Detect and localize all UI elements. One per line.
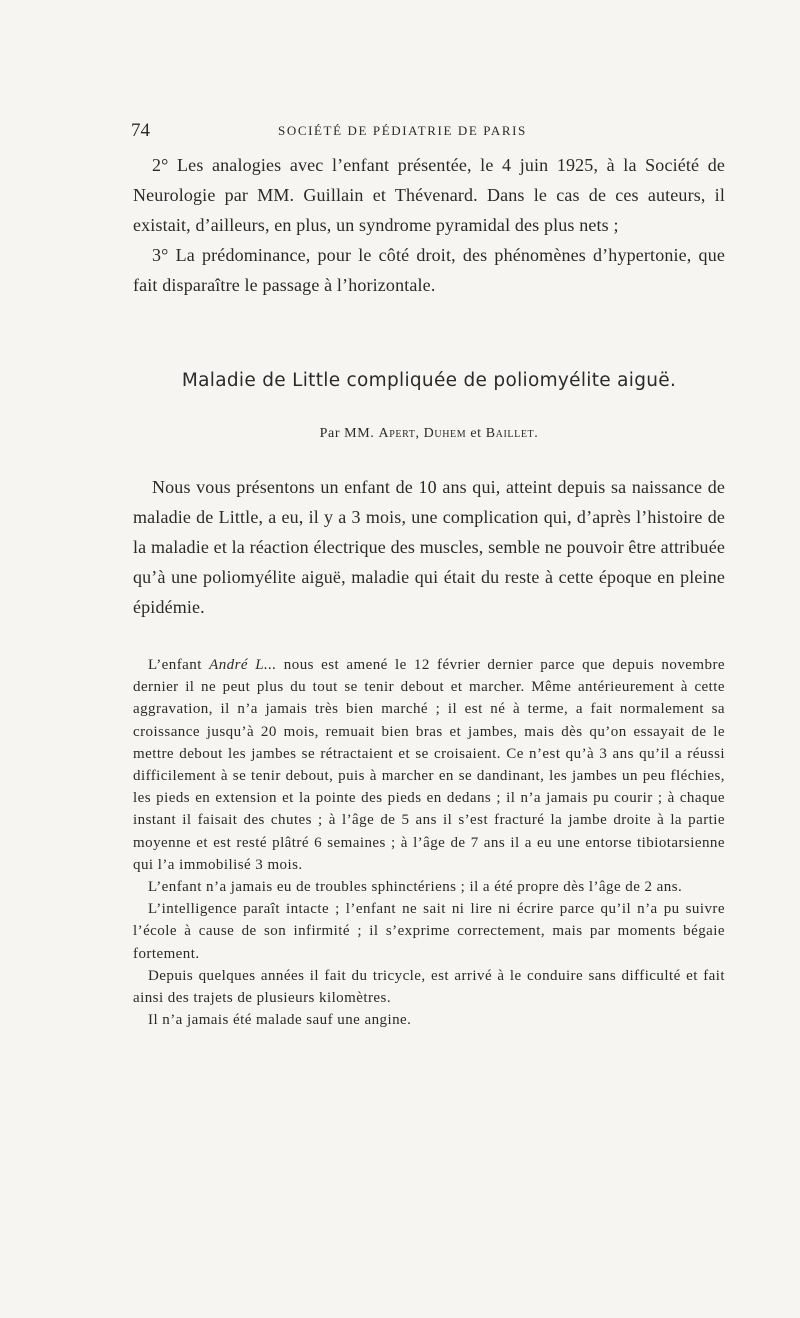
page-header [131,120,781,144]
author-apert: Apert [378,426,416,441]
case-paragraph-2: L’enfant n’a jamais eu de troubles sphinctériens ; il a été propre dès l’âge de 2 ans. [148,879,683,896]
intro-paragraph-1: 2° Les analogies avec l’enfant présentée, le 4 juin 1925, à la Société de Neurologie par MM. Guillain et Thévenard. Dans le cas de ces auteurs, il existait, d’ailleurs, en plus, un syndrome pyramidal des plus nets ; [133,155,725,235]
case-report [133,654,725,1031]
case-paragraph-3: L’intelligence paraît intacte ; l’enfant ne sait ni lire ni écrire parce qu’il n’a pu suivre l’école à cause de son infirmité ; il s’exprime correctement, mais par moments bégaie fortement. [133,901,725,962]
patient-name: André L... [209,657,277,673]
authors-separator: , [415,426,424,441]
lead-paragraph: Nous vous présentons un enfant de 10 ans qui, atteint depuis sa naissance de maladie de Little, a eu, il y a 3 mois, une complication qui, d’après l’histoire de la maladie et la réaction électrique des muscles, semble ne pouvoir être attribuée qu’à une poliomyélite aiguë, maladie qui était du reste à cette époque en pleine épidémie. [133,477,725,617]
intro-text [133,150,725,300]
running-head: SOCIÉTÉ DE PÉDIATRIE DE PARIS [278,123,527,138]
case-paragraph-5: Il n’a jamais été malade sauf une angine. [148,1012,412,1029]
author-duhem: Duhem [423,426,467,441]
authors-prefix: Par MM. [319,426,379,441]
author-baillet: Baillet [485,426,535,441]
authors-line [133,426,725,442]
case-p1-rest: nous est amené le 12 février dernier parce que depuis novembre dernier il ne peut plus du tout se tenir debout et marcher. Même antérieurement à cette aggravation, il n’a jamais très bien marché ; il est né à terme, a fait normalement sa croissance jusqu’à 20 mois, remuait bien bras et jambes, mais dès qu’on essayait de le mettre debout les jambes se rétractaient et se croisaient. Ce n’est qu’à 3 ans qu’il a réussi difficilement à se tenir debout, puis à marcher en se dandinant, les jambes un peu fléchies, les pieds en extension et la pointe des pieds en dedans ; il n’a jamais pu courir ; à chaque instant il faisait des chutes ; à l’âge de 5 ans il s’est fracturé la jambe droite à la partie moyenne et est resté plâtré 6 semaines ; à l’âge de 7 ans il a eu une entorse tibiotarsienne qui l’a immobilisé 3 mois. [133,657,725,873]
authors-joiner: et [466,426,486,441]
authors-suffix: . [534,426,539,441]
section-title: Maladie de Little compliquée de poliomyélite aiguë. [181,370,677,391]
case-p1-start: L’enfant [148,657,210,673]
case-paragraph-4: Depuis quelques années il fait du tricycle, est arrivé à le conduire sans difficulté et fait ainsi des trajets de plusieurs kilomètres. [133,967,725,1007]
lead-text [133,472,725,622]
intro-paragraph-2: 3° La prédominance, pour le côté droit, des phénomènes d’hypertonie, que fait disparaître le passage à l’horizontale. [133,245,725,295]
case-paragraph-1 [133,654,725,876]
page-number: 74 [131,120,150,141]
